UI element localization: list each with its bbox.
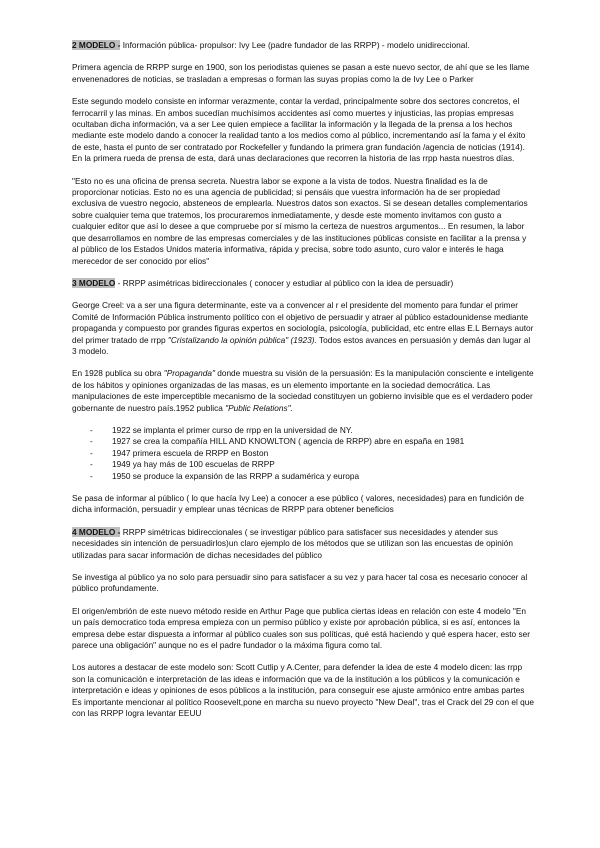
list-item: - 1947 primera escuela de RRPP en Boston (72, 448, 534, 459)
book-title-propaganda: "Propaganda" (163, 368, 215, 379)
section-4-paragraph-2: El origen/embrión de este nuevo método reside en Arthur Page que publica ciertas ideas en relación con este 4 modelo "En un país democratico toda empresa empieza con un permiso público y existe por aprobación pública, si es así, entonces la empresa debe estar dispuesta a informar al público cuales son sus políticas, qué está haciendo y qué espera hacer, esto ser parece una obligación" aunque no es el padre fundador o la máxima figura como tal. (72, 605, 530, 651)
list-item: - 1949 ya hay más de 100 escuelas de RRPP (72, 459, 534, 470)
section-3-tag: 3 MODELO (72, 277, 116, 288)
list-item: - 1927 se crea la compañía HILL AND KNOWLTON ( agencia de RRPP) abre en españa en 1981 (72, 436, 534, 447)
list-item: - 1922 se implanta el primer curso de rrpp en la universidad de NY. (72, 425, 534, 436)
timeline-list (72, 425, 534, 482)
section-3-p2-text-mid: donde muestra su visión de la persuasión: Es la manipulación consciente e inteligente de los hábitos y opiniones organizadas de las masas, es un elemento importante en la sociedad democrática. Las manipulaciones de este imperceptible mecanismo de la sociedad constituyen un gobierno invisible que es el verdadero poder gobernante de nuestro país.1952 publica (72, 368, 534, 413)
section-2-heading (72, 40, 534, 51)
section-3-heading-text: - RRPP asimétricas bidireccionales ( conocer y estudiar al público con la idea de persuadir) (115, 277, 454, 288)
section-4-heading (72, 527, 534, 561)
section-2-tag: 2 MODELO - (72, 40, 121, 50)
section-3-paragraph-2 (72, 368, 534, 414)
document-page (72, 40, 534, 731)
section-4-paragraph-3: Los autores a destacar de este modelo son: Scott Cutlip y A.Center, para defender la idea de este 4 modelo dicen: las rrpp son la comunicación e interpretación de las ideas e información que va de la institución a los públicos y la comunicación e interpretación e ideas y opiniones de esos públicos a la institución, para conseguir ese ajuste armónico entre ambas partes Es importante mencionar al político Roosevelt,pone en marcha su nuevo proyecto "New Deal", tras el Crack del 29 con el que con las RRPP logra levantar EEUU (72, 662, 535, 719)
list-item: - 1950 se produce la expansión de las RRPP a sudamérica y europa (72, 471, 534, 482)
section-2-paragraph-1: Primera agencia de RRPP surge en 1900, son los periodistas quienes se pasan a este nuevo sector, de ahí que se les llame envenenadores de noticias, se trasladan a empresas o forman las suyas propias como la de Ivy Lee o Parker (72, 62, 530, 84)
section-2-heading-text: Información pública- propulsor: Ivy Lee (padre fundador de las RRPP) - modelo unidireccional. (120, 40, 470, 50)
section-2-paragraph-2: Este segundo modelo consiste en informar verazmente, contar la verdad, principalmente sobre dos sectores concretos, el ferrocarril y las minas. En ambos sucedían muchísimos accidentes así como muertes y injusticias, las propias empresas ocultaban dicha información, va a ser Lee quien empiece a facilitar la información y la llegada de la prensa a los hechos mediante este modelo dando a conocer la realidad tanto a los medios como al público, incrementando así la fama y el éxito de este, hasta el punto de ser contratado por Rockefeller y fundando la primera gran fundación /agencia de noticias (1914). En la primera rueda de prensa de esta, dará unas declaraciones que recorren la historia de las rrpp hasta nuestros días. (72, 96, 526, 164)
section-4-heading-text: RRPP simétricas bidireccionales ( se investigar público para satisfacer sus necesidades y atender sus necesidades sin intención de persuadirlos)un claro ejemplo de los métodos que se utilizan son las encuestas de opinión utilizadas para sacar información de dichas necesidades del público (72, 526, 513, 560)
section-3-p1-text-end: Todos estos avances en persuasión y demás dan lugar al 3 modelo. (72, 334, 531, 356)
section-4-paragraph-1: Se investiga al público ya no solo para persuadir sino para satisfacer a su vez y para hacer tal cosa es necesario conocer al público profundamente. (72, 572, 528, 594)
section-3-heading (72, 278, 534, 289)
book-title-cristalizando: "Cristalizando la opinión pública" (1923). (167, 334, 317, 345)
section-4-tag: 4 MODELO - (72, 526, 121, 537)
section-3-paragraph-1 (72, 300, 534, 357)
book-title-public-relations: "Public Relations". (225, 402, 293, 413)
section-3-p2-text: En 1928 publica su obra (72, 368, 164, 379)
section-3-paragraph-3: Se pasa de informar al público ( lo que hacía Ivy Lee) a conocer a ese público ( valores, necesidades) para en fundición de dicha información, persuadir y emplear unas técnicas de RRPP para obtener beneficios (72, 493, 524, 515)
section-2-quote: "Esto no es una oficina de prensa secreta. Nuestra labor se expone a la vista de todos. Nuestra finalidad es la de proporcionar noticias. Esto no es una agencia de publicidad; si pensáis que vuestra información ha de ser propiedad exclusiva de vuestro negocio, absteneos de emplearla. Nuestros datos son exactos. Si se desean detalles complementarios sobre cualquier tema que tratemos, los procuraremos inmediatamente, y desde este momento invitamos con gusto a cualquier editor que así lo desee a que compruebe por sí mismo la certeza de nuestros argumentos... En resumen, la labor que desarrollamos en nombre de las empresas comerciales y de las instituciones públicas consiste en facilitar a la prensa y al público de los Estados Unidos materia informativa, rápida y precisa, sobre todo asunto, curo valor e interés le haga merecedor de ser conocido por elios" (72, 175, 528, 266)
section-3-p1-text: George Creel: va a ser una figura determinante, este va a convencer al r el presidente del momento para fundar el primer Comité de Información Pública instrumento político con el objetivo de persuadir y atraer al público estadounidense mediante propaganda y compuesto por grandes figuras expertos en sociología, psicología, publicidad, etc entre ellas E.L Bernays autor del primer tratado de rrpp (72, 300, 534, 345)
